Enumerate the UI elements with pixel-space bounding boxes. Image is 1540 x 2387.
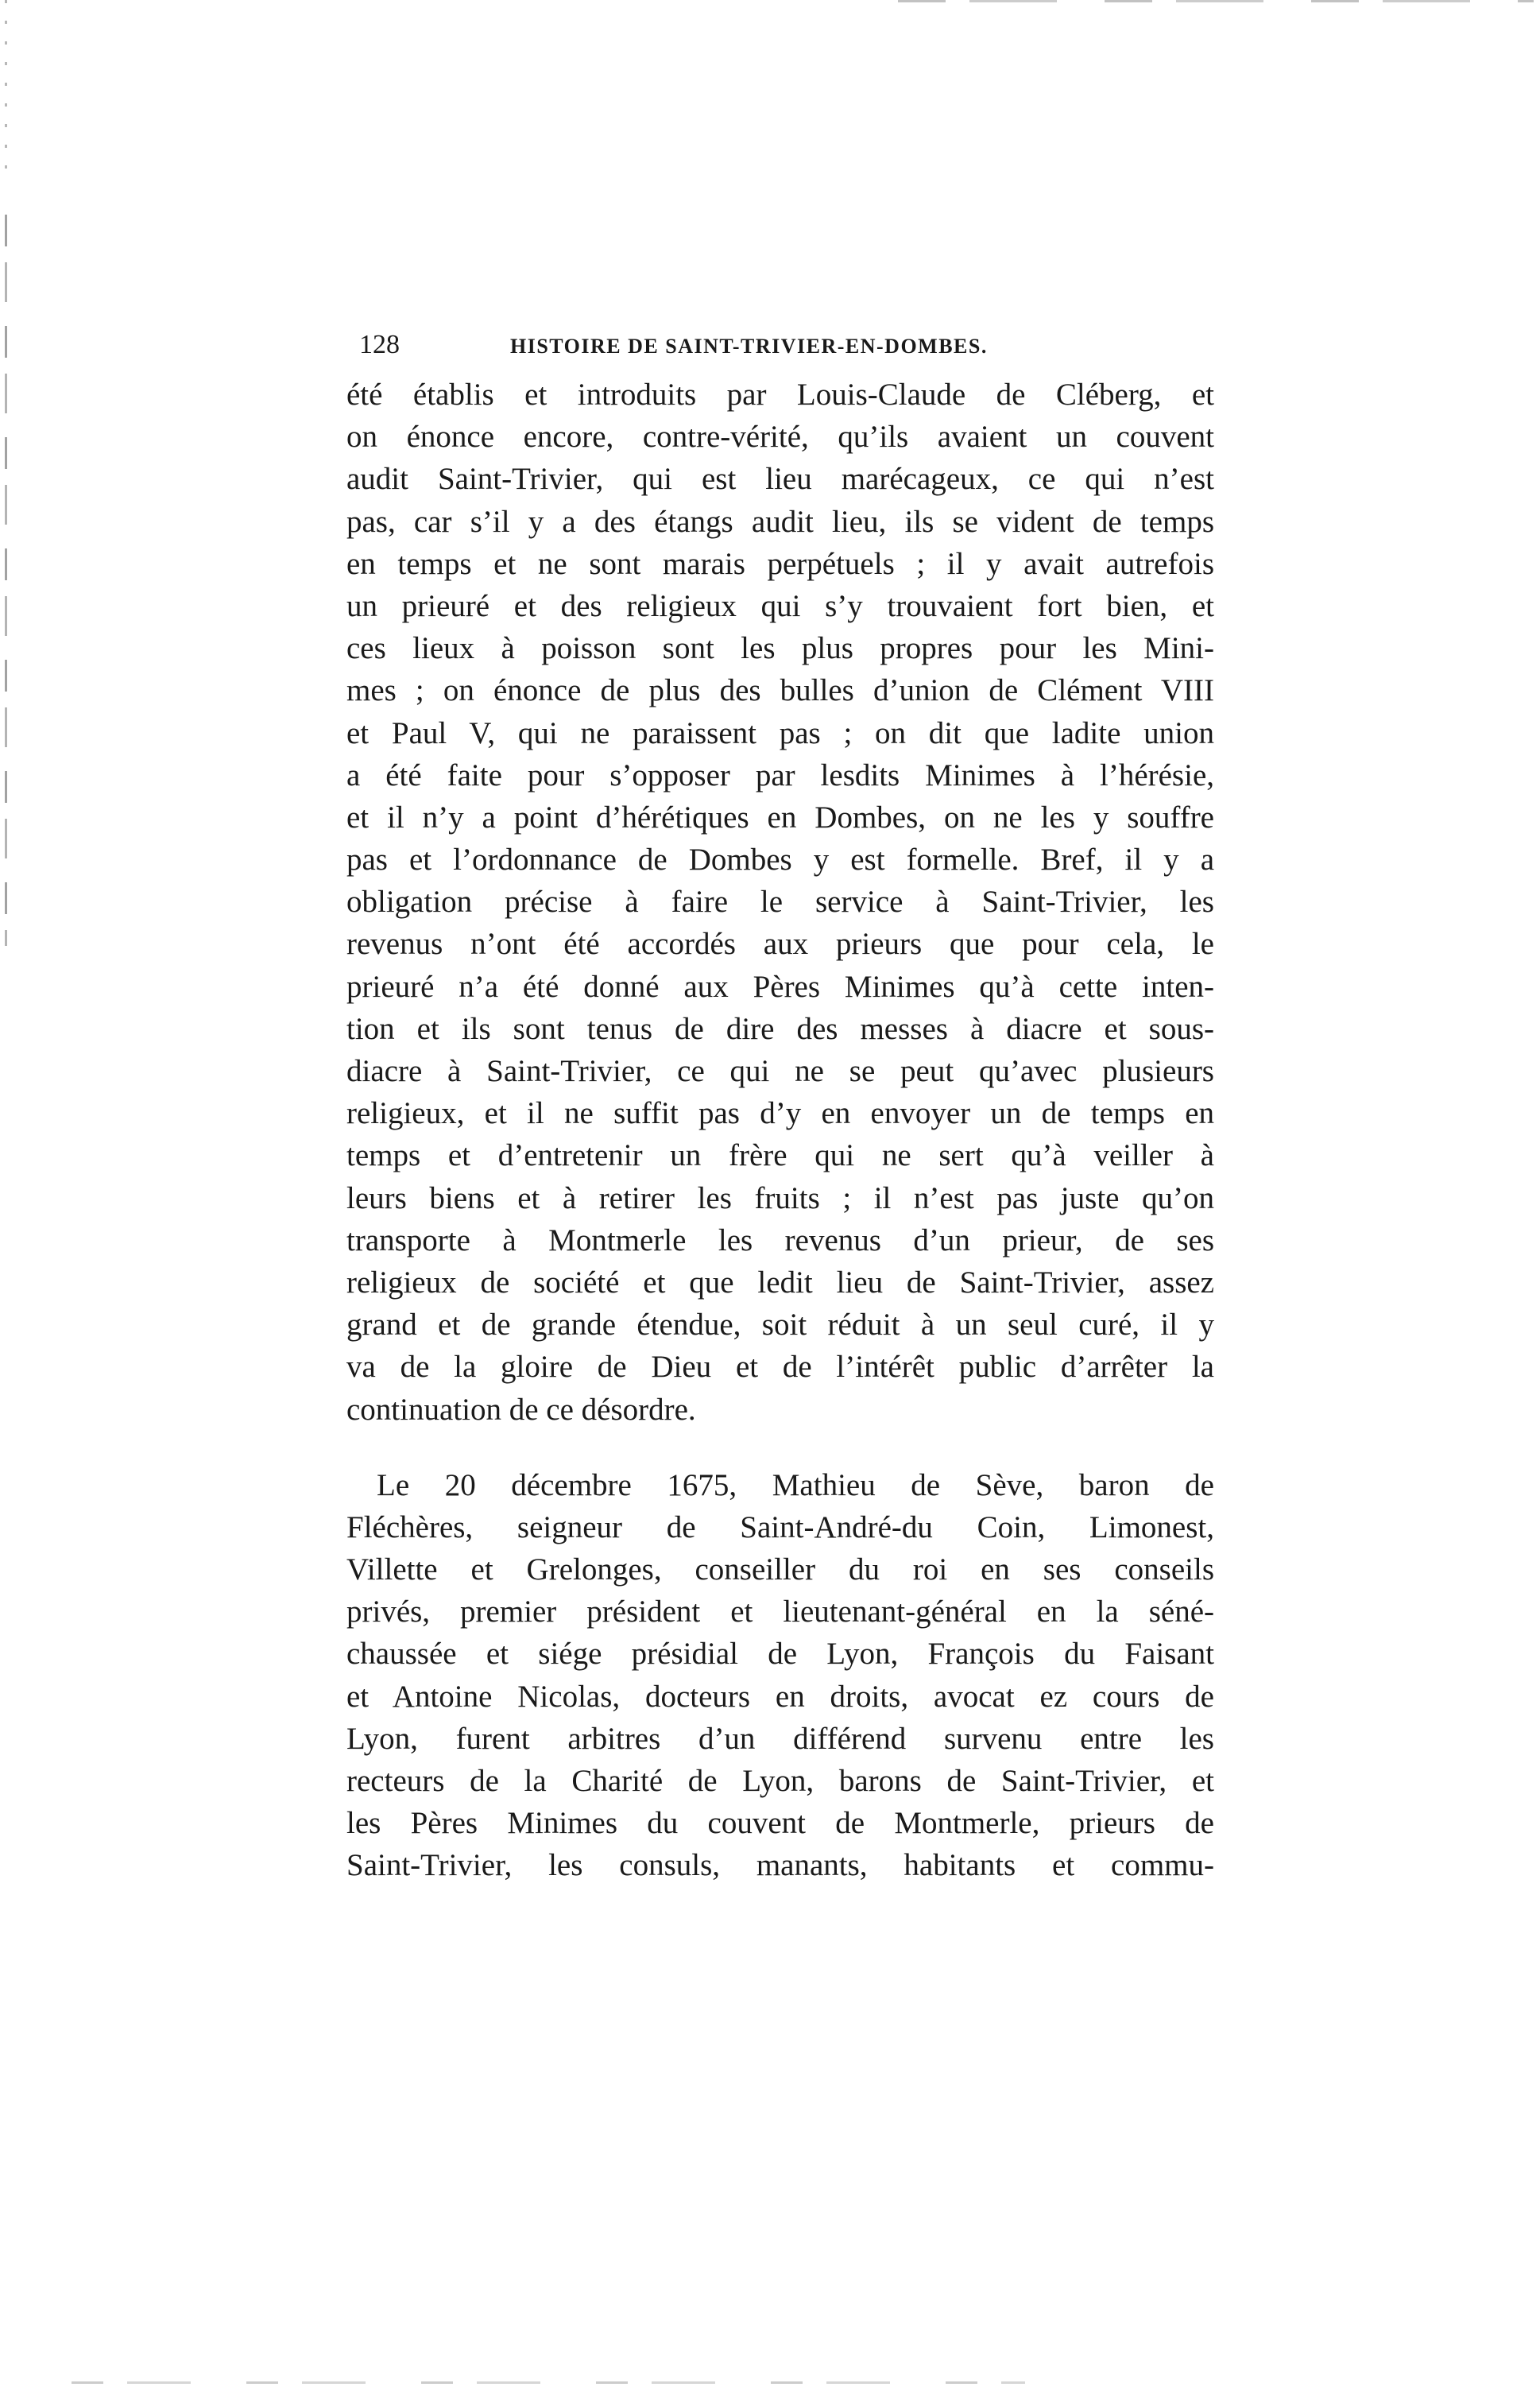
text-line: diacre à Saint-Trivier, ce qui ne se peut qu’avec plusieurs: [346, 1054, 1214, 1088]
scan-edge-artifact: [5, 215, 7, 946]
text-line: ces lieux à poisson sont les plus propres pour les Mini-: [346, 631, 1214, 666]
text-line: privés, premier président et lieutenant-général en la séné-: [346, 1595, 1214, 1629]
text-line: a été faite pour s’opposer par lesdits Minimes à l’hérésie,: [346, 758, 1214, 792]
text-line: revenus n’ont été accordés aux prieurs que pour cela, le: [346, 927, 1214, 962]
text-line: continuation de ce désordre.: [346, 1392, 696, 1427]
text-line: leurs biens et à retirer les fruits ; il n’est pas juste qu’on: [346, 1180, 1214, 1215]
text-line: on énonce encore, contre-vérité, qu’ils avaient un couvent: [346, 420, 1214, 455]
text-line: grand et de grande étendue, soit réduit à un seul curé, il y: [346, 1308, 1214, 1343]
text-line: Saint-Trivier, les consuls, manants, habitants et commu-: [346, 1848, 1214, 1883]
text-line: pas et l’ordonnance de Dombes y est formelle. Bref, il y a: [346, 843, 1214, 878]
running-head: [359, 329, 1217, 361]
text-line: et il n’y a point d’hérétiques en Dombes, on ne les y souffre: [346, 800, 1214, 835]
text-line: chaussée et siége présidial de Lyon, François du Faisant: [346, 1637, 1214, 1672]
running-title: HISTOIRE DE SAINT-TRIVIER-EN-DOMBES.: [510, 335, 988, 358]
scan-top-artifact: [898, 0, 1534, 2]
text-line: religieux, et il ne suffit pas d’y en envoyer un de temps en: [346, 1096, 1214, 1131]
text-line: en temps et ne sont marais perpétuels ; il y avait autrefois: [346, 546, 1214, 581]
text-line: été établis et introduits par Louis-Claude de Cléberg, et: [346, 378, 1214, 412]
scan-bottom-artifact: [72, 2381, 1025, 2384]
text-line: Villette et Grelonges, conseiller du roi en ses conseils: [346, 1552, 1214, 1587]
text-line: et Paul V, qui ne paraissent pas ; on dit que ladite union: [346, 715, 1214, 750]
text-line: audit Saint-Trivier, qui est lieu marécageux, ce qui n’est: [346, 462, 1214, 497]
text-line: temps et d’entretenir un frère qui ne sert qu’à veiller à: [346, 1138, 1214, 1173]
text-line: un prieuré et des religieux qui s’y trouvaient fort bien, et: [346, 588, 1214, 623]
text-line: pas, car s’il y a des étangs audit lieu, ils se vident de temps: [346, 504, 1214, 539]
text-line: transporte à Montmerle les revenus d’un prieur, de ses: [346, 1223, 1214, 1257]
body-text: [346, 374, 1214, 1887]
text-line: Le 20 décembre 1675, Mathieu de Sève, baron de: [377, 1467, 1214, 1502]
paragraph: [346, 374, 1214, 1431]
scan-edge-artifact: [5, 0, 7, 183]
text-line: religieux de société et que ledit lieu de Saint-Trivier, assez: [346, 1265, 1214, 1300]
text-line: Fléchères, seigneur de Saint-André-du Coin, Limonest,: [346, 1509, 1214, 1544]
text-line: tion et ils sont tenus de dire des messes à diacre et sous-: [346, 1011, 1214, 1046]
text-line: obligation précise à faire le service à Saint-Trivier, les: [346, 885, 1214, 920]
paragraph-spacer: [346, 1431, 1214, 1464]
text-line: les Pères Minimes du couvent de Montmerle, prieurs de: [346, 1806, 1214, 1841]
text-line: Lyon, furent arbitres d’un différend survenu entre les: [346, 1721, 1214, 1756]
text-line: mes ; on énonce de plus des bulles d’union de Clément VIII: [346, 673, 1214, 708]
page-number: 128: [359, 330, 400, 359]
text-line: prieuré n’a été donné aux Pères Minimes qu’à cette inten-: [346, 969, 1214, 1004]
paragraph: [346, 1464, 1214, 1887]
text-line: et Antoine Nicolas, docteurs en droits, avocat ez cours de: [346, 1679, 1214, 1714]
text-line: va de la gloire de Dieu et de l’intérêt public d’arrêter la: [346, 1350, 1214, 1385]
text-line: recteurs de la Charité de Lyon, barons de Saint-Trivier, et: [346, 1764, 1214, 1798]
